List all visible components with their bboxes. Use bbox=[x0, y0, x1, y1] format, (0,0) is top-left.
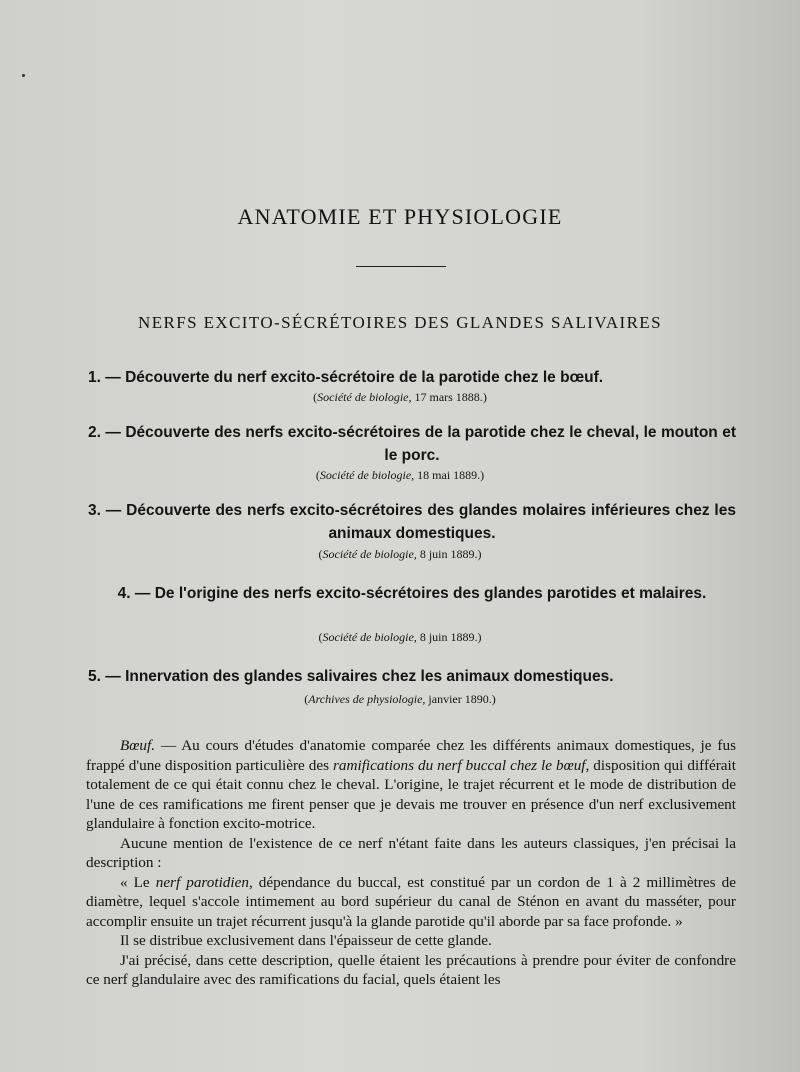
emphasis-text: ramifications du nerf buccal chez le bœuf, bbox=[333, 756, 590, 774]
entry-2: 2. — Découverte des nerfs excito-sécrétoires de la parotide chez le cheval, le mouton et le porc. bbox=[88, 424, 736, 464]
body-text bbox=[86, 736, 736, 990]
citation-date: 18 mai 1889. bbox=[417, 468, 481, 482]
entry-1: 1. — Découverte du nerf excito-sécrétoire de la parotide chez le bœuf. bbox=[88, 369, 604, 386]
ink-speck bbox=[22, 74, 25, 77]
section-subtitle: NERFS EXCITO-SÉCRÉTOIRES DES GLANDES SALIVAIRES bbox=[138, 313, 662, 332]
section-title: ANATOMIE ET PHYSIOLOGIE bbox=[237, 204, 563, 229]
entry-title: Découverte du nerf excito-sécrétoire de la parotide chez le bœuf. bbox=[125, 369, 604, 386]
paragraph-text: — Au cours d'études d'anatomie comparée chez les différents animaux domestiques, je fus frappé d'une disposition particulière des bbox=[86, 737, 736, 774]
paragraph-4: Il se distribue exclusivement dans l'épaisseur de cette glande. bbox=[120, 932, 492, 949]
citation-date: 8 juin 1889. bbox=[419, 630, 478, 644]
citation-date: 8 juin 1889. bbox=[419, 547, 478, 561]
paragraph-text: disposition qui différait totalement de ce qui était connu chez le cheval. L'origine, le trajet récurrent et le mode de distribution de l'une de ces ramifications me firent penser que je devais me trouver en présence d'un nerf exclusivement glandulaire à fonction excito-motrice. bbox=[86, 756, 736, 832]
citation-date: 17 mars 1888. bbox=[414, 390, 483, 404]
entry-number: 1. bbox=[88, 369, 101, 386]
entry-title: Innervation des glandes salivaires chez les animaux domestiques. bbox=[125, 668, 614, 685]
entry-5: 5. — Innervation des glandes salivaires chez les animaux domestiques. bbox=[88, 668, 614, 685]
entry-title: Découverte des nerfs excito-sécrétoires de la parotide chez le cheval, le mouton et le porc. bbox=[125, 424, 736, 464]
emphasis-text: nerf parotidien, bbox=[155, 873, 253, 891]
citation-source: Archives de physiologie, bbox=[308, 692, 426, 706]
entry-1-citation: (Société de biologie, 17 mars 1888.) bbox=[313, 390, 487, 404]
citation-date: janvier 1890. bbox=[428, 692, 492, 706]
entry-4-citation: (Société de biologie, 8 juin 1889.) bbox=[318, 630, 482, 644]
entry-3: 3. — Découverte des nerfs excito-sécrétoires des glandes molaires inférieures chez les animaux domestiques. bbox=[88, 502, 736, 542]
paragraph-5: J'ai précisé, dans cette description, quelle étaient les précautions à prendre pour éviter de confondre ce nerf glandulaire avec des ramifications du facial, quels étaient les bbox=[86, 951, 736, 988]
entry-title: Découverte des nerfs excito-sécrétoires des glandes molaires inférieures chez les animaux domestiques. bbox=[126, 502, 736, 542]
citation-source: Société de biologie, bbox=[319, 468, 415, 482]
citation-source: Société de biologie, bbox=[322, 630, 417, 644]
citation-source: Société de biologie, bbox=[322, 547, 417, 561]
entry-5-citation: (Archives de physiologie, janvier 1890.) bbox=[304, 692, 496, 706]
entry-2-citation: (Société de biologie, 18 mai 1889.) bbox=[315, 468, 485, 482]
entry-4: 4. — De l'origine des nerfs excito-sécrétoires des glandes parotides et malaires. bbox=[117, 585, 707, 602]
paragraph-text: « Le bbox=[120, 873, 156, 891]
paragraph-1 bbox=[86, 736, 736, 834]
title-divider bbox=[356, 266, 446, 267]
entry-title: De l'origine des nerfs excito-sécrétoires des glandes parotides et malaires. bbox=[154, 585, 707, 602]
paragraph-2: Aucune mention de l'existence de ce nerf n'étant faite dans les auteurs classiques, j'en précisai la description : bbox=[86, 834, 736, 871]
entry-number: 5. bbox=[88, 668, 101, 685]
paragraph-lead: Bœuf. bbox=[120, 737, 156, 754]
paragraph-3 bbox=[86, 873, 736, 932]
paragraph-text: dépendance du buccal, est constitué par un cordon de 1 à 2 millimètres de diamètre, lequel s'accole intimement au bord supérieur du canal de Sténon en avant du masséter, pour accomplir ensuite un trajet récurrent jusqu'à la glande parotide qu'il aborde par sa face profonde. » bbox=[86, 873, 736, 930]
entry-number: 3. bbox=[88, 502, 101, 519]
entry-3-citation: (Société de biologie, 8 juin 1889.) bbox=[318, 547, 482, 561]
entry-number: 2. bbox=[88, 424, 101, 441]
citation-source: Société de biologie, bbox=[317, 390, 412, 404]
entry-number: 4. bbox=[117, 585, 131, 602]
